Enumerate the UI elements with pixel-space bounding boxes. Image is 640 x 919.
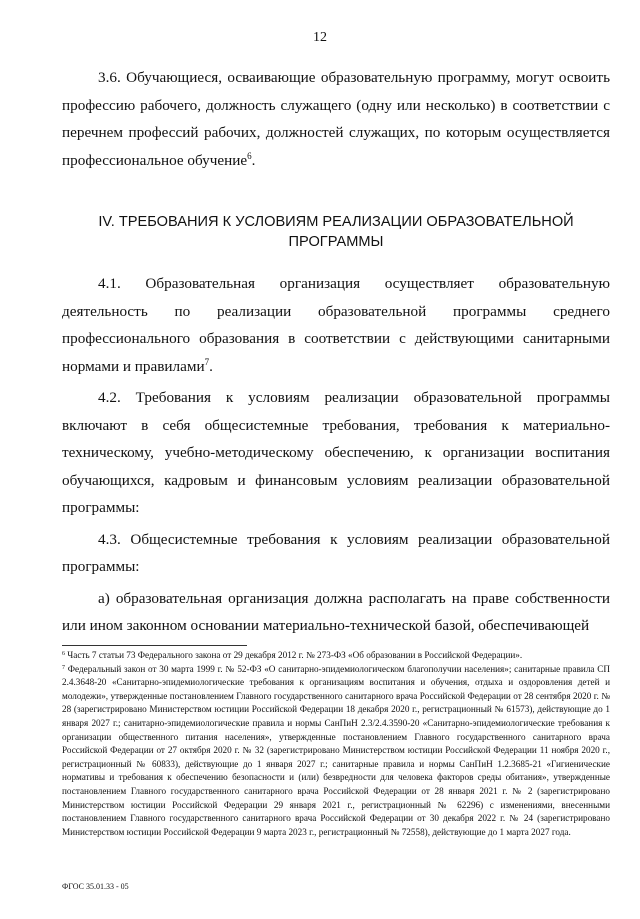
- footnote-divider: [62, 645, 247, 646]
- page-number: 12: [313, 30, 327, 45]
- paragraph-3-6: 3.6. Обучающиеся, осваивающие образовательную программу, могут освоить профессию рабочего, должность служащего (одну или несколько) в соответствии с перечнем профессий рабочих, должностей служащих, по которым осуществляется профессиональное обучение$^6$.: [62, 69, 610, 169]
- footnote-7: [62, 663, 610, 840]
- paragraph-4-1: 4.1. Образовательная организация осуществляет образовательную деятельность по реализации образовательной программы среднего профессионального образования в соответствии с действующими санитарными нормами и правилами$^7$.: [62, 275, 610, 375]
- footnotes: [62, 645, 610, 839]
- section-heading: [62, 212, 610, 252]
- document-code: ФГОС 35.01.33 - 05: [62, 882, 129, 891]
- footnote-6-text: Часть 7 статьи 73 Федерального закона от 29 декабря 2012 г. № 273-ФЗ «Об образовании в Российской Федерации».: [67, 650, 523, 660]
- footnote-ref-6[interactable]: 6: [247, 150, 252, 161]
- main-text: [62, 64, 610, 640]
- paragraph-3-6-text: 3.6. Обучающиеся, осваивающие образовательную программу, могут освоить профессию рабочего, должность служащего (одну или несколько) в соответствии с перечнем профессий рабочих, должностей служащих, по которым осуществляется профессиональное обучение: [62, 69, 610, 169]
- section-heading-line-2: ПРОГРАММЫ: [288, 234, 384, 250]
- footnote-7-mark: 7: [62, 664, 65, 671]
- footnote-7-text: Федеральный закон от 30 марта 1999 г. № 52-ФЗ «О санитарно-эпидемиологическом благополучии населения»; санитарные правила СП 2.4.3648-20 «Санитарно-эпидемиологические требования к организациям воспитания и обучения, отдыха и оздоровления детей и молодежи», утвержденные постановлением Главного государственного санитарного врача Российской Федерации от 28 сентября 2020 г. № 28 (зарегистрировано Министерством юстиции Российской Федерации 18 декабря 2020 г., регистрационный № 61573), действующие до 1 января 2027 г.; санитарно-эпидемиологические правила и нормы СанПиН 2.3/2.4.3590-20 «Санитарно-эпидемиологические требования к организации общественного питания населения», утвержденные постановлением Главного государственного санитарного врача Российской Федерации от 27 октября 2020 г. № 32 (зарегистрировано Министерством юстиции Российской Федерации 11 ноября 2020 г., регистрационный № 60833), действующие до 1 января 2027 г.; санитарные правила и нормы СанПиН 1.2.3685-21 «Гигиенические нормативы и требования к обеспечению безопасности и (или) безвредности для человека факторов среды обитания», утвержденные постановлением Главного государственного санитарного врача Российской Федерации от 28 января 2021 г. № 2 (зарегистрировано Министерством юстиции Российской Федерации 29 января 2021 г., регистрационный № 62296) с изменениями, внесенными постановлением Главного государственного санитарного врача Российской Федерации от 30 декабря 2022 г. № 24 (зарегистрировано Министерством юстиции Российской Федерации 9 марта 2023 г., регистрационный № 72558), действующие до 1 марта 2027 года.: [62, 663, 611, 837]
- footnote-6-mark: 6: [62, 651, 65, 657]
- paragraph-4-2: 4.2. Требования к условиям реализации образовательной программы включают в себя общесистемные требования, требования к материально-техническому, учебно-методическому обеспечению, к организации воспитания обучающихся, кадровым и финансовым условиям реализации образовательной программы:: [62, 389, 610, 516]
- footnote-ref-7[interactable]: 7: [204, 356, 210, 367]
- section-heading-line-1: IV. ТРЕБОВАНИЯ К УСЛОВИЯМ РЕАЛИЗАЦИИ ОБРАЗОВАТЕЛЬНОЙ: [98, 214, 574, 230]
- paragraph-a: а) образовательная организация должна располагать на праве собственности или ином законном основании материально-технической базой, обеспечивающей: [62, 589, 610, 634]
- footnote-6: [62, 649, 610, 663]
- paragraph-4-3: 4.3. Общесистемные требования к условиям реализации образовательной программы:: [62, 530, 610, 575]
- paragraph-4-1-text: 4.1. Образовательная организация осуществляет образовательную деятельность по реализации образовательной программы среднего профессионального образования в соответствии с действующими санитарными нормами и правилами: [62, 275, 610, 375]
